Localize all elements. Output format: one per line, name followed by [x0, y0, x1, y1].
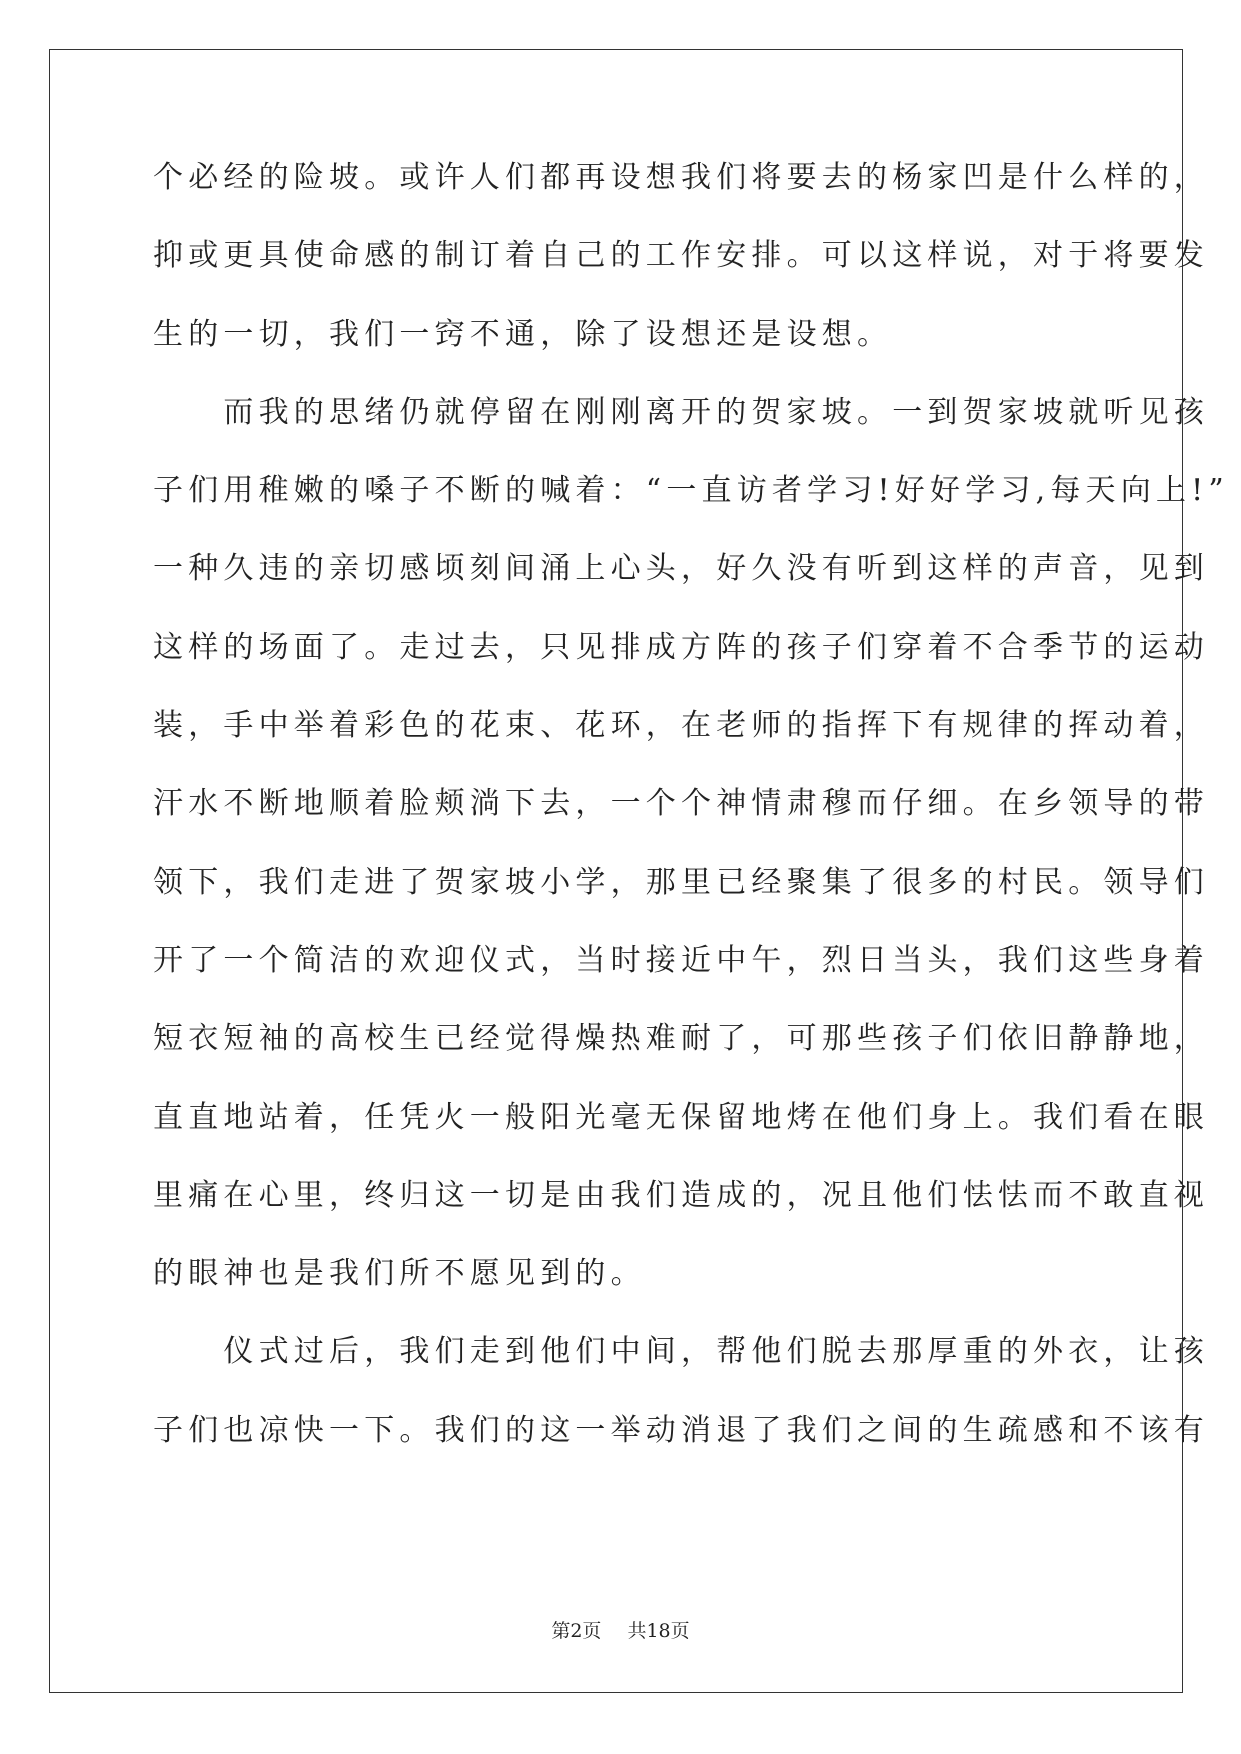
text-line-6: 一种久违的亲切感顷刻间涌上心头，好久没有听到这样的声音，见到 [153, 551, 1209, 587]
text-line-14: 里痛在心里，终归这一切是由我们造成的，况且他们怯怯而不敢直视 [153, 1177, 1209, 1213]
page-total: 共18页 [627, 1620, 690, 1642]
text-line-8: 装，手中举着彩色的花束、花环，在老师的指挥下有规律的挥动着， [153, 708, 1209, 744]
document-body [153, 160, 1229, 1491]
text-line-9: 汗水不断地顺着脸颊淌下去，一个个神情肃穆而仔细。在乡领导的带 [153, 786, 1209, 822]
text-line-15: 的眼神也是我们所不愿见到的。 [153, 1256, 646, 1292]
text-line-4: 而我的思绪仍就停留在刚刚离开的贺家坡。一到贺家坡就听见孩 [153, 394, 1209, 430]
text-line-11: 开了一个简洁的欢迎仪式，当时接近中午，烈日当头，我们这些身着 [153, 942, 1209, 978]
text-line-10: 领下，我们走进了贺家坡小学，那里已经聚集了很多的村民。领导们 [153, 864, 1209, 900]
text-line-3: 生的一切，我们一窍不通，除了设想还是设想。 [153, 316, 893, 352]
text-line-5: 子们用稚嫩的嗓子不断的喊着：“一直访者学习!好好学习,每天向上!” [153, 473, 1229, 509]
text-line-1: 个必经的险坡。或许人们都再设想我们将要去的杨家凹是什么样的， [153, 160, 1209, 195]
text-line-12: 短衣短袖的高校生已经觉得燥热难耐了，可那些孩子们依旧静静地， [153, 1021, 1209, 1057]
text-line-7: 这样的场面了。走过去，只见排成方阵的孩子们穿着不合季节的运动 [153, 629, 1209, 665]
page-footer [0, 1616, 1241, 1643]
text-line-16: 仪式过后，我们走到他们中间，帮他们脱去那厚重的外衣，让孩 [153, 1334, 1209, 1370]
text-line-17: 子们也凉快一下。我们的这一举动消退了我们之间的生疏感和不该有 [153, 1412, 1209, 1448]
page-number: 第2页 [551, 1620, 602, 1642]
text-line-2: 抑或更具使命感的制订着自己的工作安排。可以这样说，对于将要发 [153, 238, 1209, 274]
text-line-13: 直直地站着，任凭火一般阳光毫无保留地烤在他们身上。我们看在眼 [153, 1099, 1209, 1135]
